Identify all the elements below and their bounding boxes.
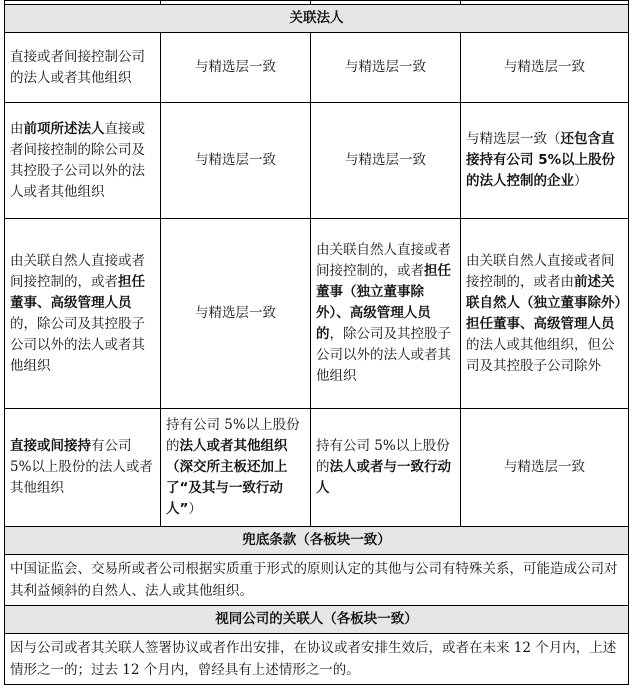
text-segment: 由: [10, 120, 24, 137]
section-header-row: [5, 527, 629, 555]
section-header-deemed: 视同公司的关联人（各板块一致）: [5, 606, 629, 634]
text-segment: 与精选层一致: [345, 152, 426, 168]
text-segment: 的，除公司及其控股子公司以外的法人或者其他组织: [10, 315, 145, 374]
row3-col4: [461, 219, 629, 409]
table-row: [5, 555, 629, 606]
text-segment: 与精选层一致: [504, 459, 585, 475]
text-segment: 持有公司 5%以上股份的: [166, 417, 300, 454]
text-segment: 持有公司 5%以上股份的: [316, 438, 450, 475]
bold-text-segment: 还包含直接持有公司 5%以上股份的法人控制的企业: [466, 131, 616, 189]
row2-col3: [311, 103, 461, 219]
row4-col1: [5, 409, 161, 527]
bold-text-segment: 前述关联自然人（独立董事除外）担任董事、高级管理人员: [466, 273, 622, 332]
row4-col2: [161, 409, 311, 527]
text-segment: 的法人或其他组织，但公司及其控股子公司除外: [466, 336, 615, 374]
text-segment: 直接或者间接控制公司的法人或者其他组织: [10, 48, 145, 86]
row1-col3: [311, 33, 461, 103]
row4-col3: [311, 409, 461, 527]
section-header-catchall: 兜底条款（各板块一致）: [5, 527, 629, 555]
table-row: [5, 103, 629, 219]
row1-col4: [461, 33, 629, 103]
row2-col1: [5, 103, 161, 219]
table-row: [5, 219, 629, 409]
row2-col4: [461, 103, 629, 219]
bold-text-segment: 担任董事（独立董事除外）、高级管理人员的: [316, 263, 451, 342]
text-segment: 由关联自然人直接或者间接控制的，或者由: [466, 252, 615, 290]
text-segment: 直接或者间接控制的除公司及其控股子公司以外的法人或者其他组织: [10, 120, 145, 200]
text-segment: 由关联自然人直接或者间接控制的，或者: [10, 252, 145, 290]
text-segment: 与精选层一致（: [466, 131, 561, 147]
deemed-text: 因与公司或者其关联人签署协议或者作出安排，在协议或者安排生效后，或者在未来 12 个月内，上述情形之一的；过去 12 个月内，曾经具有上述情形之一的。: [5, 634, 629, 685]
section-header-row: [5, 5, 629, 33]
section-header-related-legal: 关联法人: [5, 5, 629, 33]
bold-text-segment: 前项所述法人: [23, 120, 105, 137]
row1-col2: [161, 33, 311, 103]
text-segment: ）: [188, 501, 202, 517]
text-segment: 与精选层一致: [195, 59, 276, 75]
text-segment: 由关联自然人直接或者间接控制的，或者: [316, 242, 451, 279]
row3-col3: [311, 219, 461, 409]
text-segment: 与精选层一致: [504, 59, 585, 75]
row4-col4: [461, 409, 629, 527]
row2-col2: [161, 103, 311, 219]
catchall-text: 中国证监会、交易所或者公司根据实质重于形式的原则认定的其他与公司有特殊关系，可能造成公司对其利益倾斜的自然人、法人或其他组织。: [5, 555, 629, 606]
bold-text-segment: 法人或者其他组织（深交所主板还加上了“及其与一致行动人”: [166, 438, 288, 517]
text-segment: ，除公司及其控股子公司以外的法人或者其他组织: [316, 326, 451, 384]
row3-col2: [161, 219, 311, 409]
related-party-table: [4, 0, 629, 685]
row3-col1: [5, 219, 161, 409]
text-segment: 与精选层一致: [195, 152, 276, 168]
bold-text-segment: 法人或者与一致行动人: [316, 459, 451, 496]
table-row: [5, 634, 629, 685]
table-row: [5, 33, 629, 103]
section-header-row: [5, 606, 629, 634]
table-row: [5, 409, 629, 527]
bold-text-segment: 担任董事、高级管理人员: [10, 273, 145, 311]
bold-text-segment: 直接或间接持: [10, 438, 91, 454]
text-segment: ）: [574, 173, 588, 189]
text-segment: 有公司 5%以上股份的法人或者其他组织: [10, 438, 153, 496]
row1-col1: [5, 33, 161, 103]
text-segment: 与精选层一致: [195, 305, 276, 321]
text-segment: 与精选层一致: [345, 59, 426, 75]
